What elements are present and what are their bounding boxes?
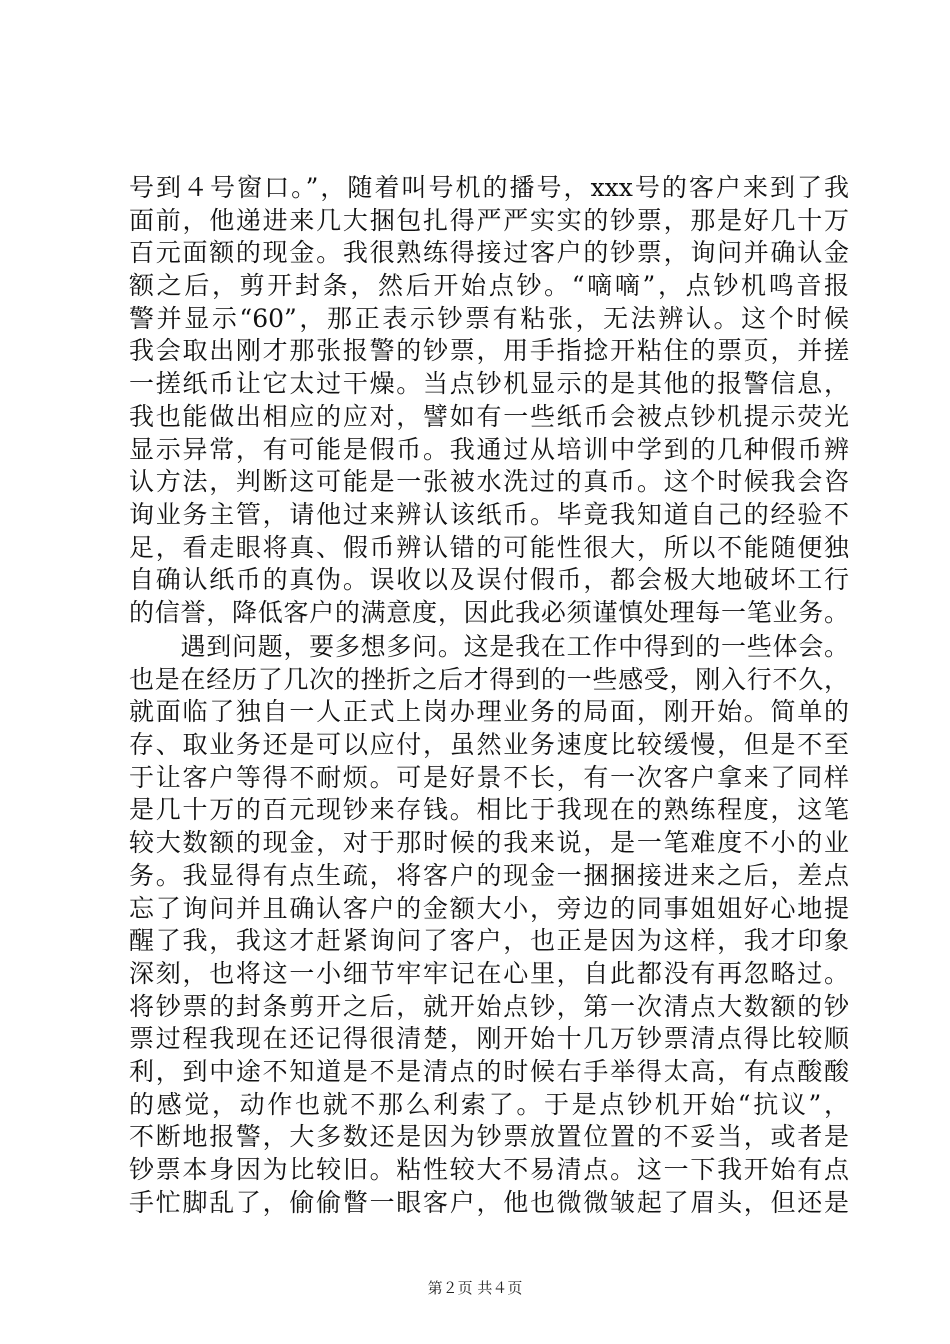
text-line: 醒了我，我这才赶紧询问了客户，也正是因为这样，我才印象	[129, 926, 849, 956]
page-number: 第２页 共４页	[427, 1279, 523, 1297]
text-line: 将钞票的封条剪开之后，就开始点钞，第一次清点大数额的钞	[129, 991, 849, 1021]
text-line: 我也能做出相应的应对，譬如有一些纸币会被点钞机提示荧光	[129, 401, 849, 431]
text-line: 于让客户等得不耐烦。可是好景不长，有一次客户拿来了同样	[129, 762, 849, 792]
text-line: 较大数额的现金，对于那时候的我来说，是一笔难度不小的业	[129, 828, 849, 858]
text-line: 的感觉，动作也就不那么利索了。于是点钞机开始“抗议”，	[129, 1089, 849, 1119]
paragraph-2	[129, 631, 849, 1219]
text-line: 不断地报警，大多数还是因为钞票放置位置的不妥当，或者是	[129, 1122, 849, 1152]
text-line: 遇到问题，要多想多问。这是我在工作中得到的一些体会。	[129, 632, 849, 661]
text-line: 忘了询问并且确认客户的金额大小，旁边的同事姐姐好心地提	[129, 893, 849, 923]
text-line: 也是在经历了几次的挫折之后才得到的一些感受，刚入行不久，	[129, 664, 849, 694]
text-line: 手忙脚乱了，偷偷瞥一眼客户，他也微微皱起了眉头，但还是	[129, 1187, 849, 1217]
text-line: 一搓纸币让它太过干燥。当点钞机显示的是其他的报警信息，	[129, 369, 849, 399]
text-line: 认方法，判断这可能是一张被水洗过的真币。这个时候我会咨	[129, 467, 849, 497]
text-line: 额之后，剪开封条，然后开始点钞。“嘀嘀”，点钞机鸣音报	[129, 271, 849, 301]
text-line: 务。我显得有点生疏，将客户的现金一捆捆接进来之后，差点	[129, 860, 849, 890]
page-footer	[0, 1278, 950, 1298]
text-line: 显示异常，有可能是假币。我通过从培训中学到的几种假币辨	[129, 434, 849, 464]
text-line: 足，看走眼将真、假币辨认错的可能性很大，所以不能随便独	[129, 532, 849, 562]
text-line: 利，到中途不知道是不是清点的时候右手举得太高，有点酸酸	[129, 1056, 849, 1086]
text-line: 存、取业务还是可以应付，虽然业务速度比较缓慢，但是不至	[129, 730, 849, 760]
text-line: 自确认纸币的真伪。误收以及误付假币，都会极大地破坏工行	[129, 565, 849, 595]
text-line: 就面临了独自一人正式上岗办理业务的局面，刚开始。简单的	[129, 697, 849, 727]
text-line: 票过程我现在还记得很清楚，刚开始十几万钞票清点得比较顺	[129, 1024, 849, 1054]
text-line: 我会取出刚才那张报警的钞票，用手指捻开粘住的票页，并搓	[129, 336, 849, 366]
text-line: 深刻，也将这一小细节牢牢记在心里，自此都没有再忽略过。	[129, 958, 849, 988]
paragraph-1	[129, 172, 849, 630]
text-line: 号到４号窗口。”，随着叫号机的播号，xxx号的客户来到了我	[129, 173, 849, 202]
text-line: 警并显示“60”，那正表示钞票有粘张，无法辨认。这个时候	[129, 303, 849, 333]
text-line: 的信誉，降低客户的满意度，因此我必须谨慎处理每一笔业务。	[129, 597, 849, 627]
text-line: 是几十万的百元现钞来存钱。相比于我现在的熟练程度，这笔	[129, 795, 849, 825]
text-line: 钞票本身因为比较旧。粘性较大不易清点。这一下我开始有点	[129, 1155, 849, 1184]
text-line: 询业务主管，请他过来辨认该纸币。毕竟我知道自己的经验不	[129, 499, 849, 529]
text-line: 面前，他递进来几大捆包扎得严严实实的钞票，那是好几十万	[129, 205, 849, 235]
text-line: 百元面额的现金。我很熟练得接过客户的钞票，询问并确认金	[129, 238, 849, 268]
